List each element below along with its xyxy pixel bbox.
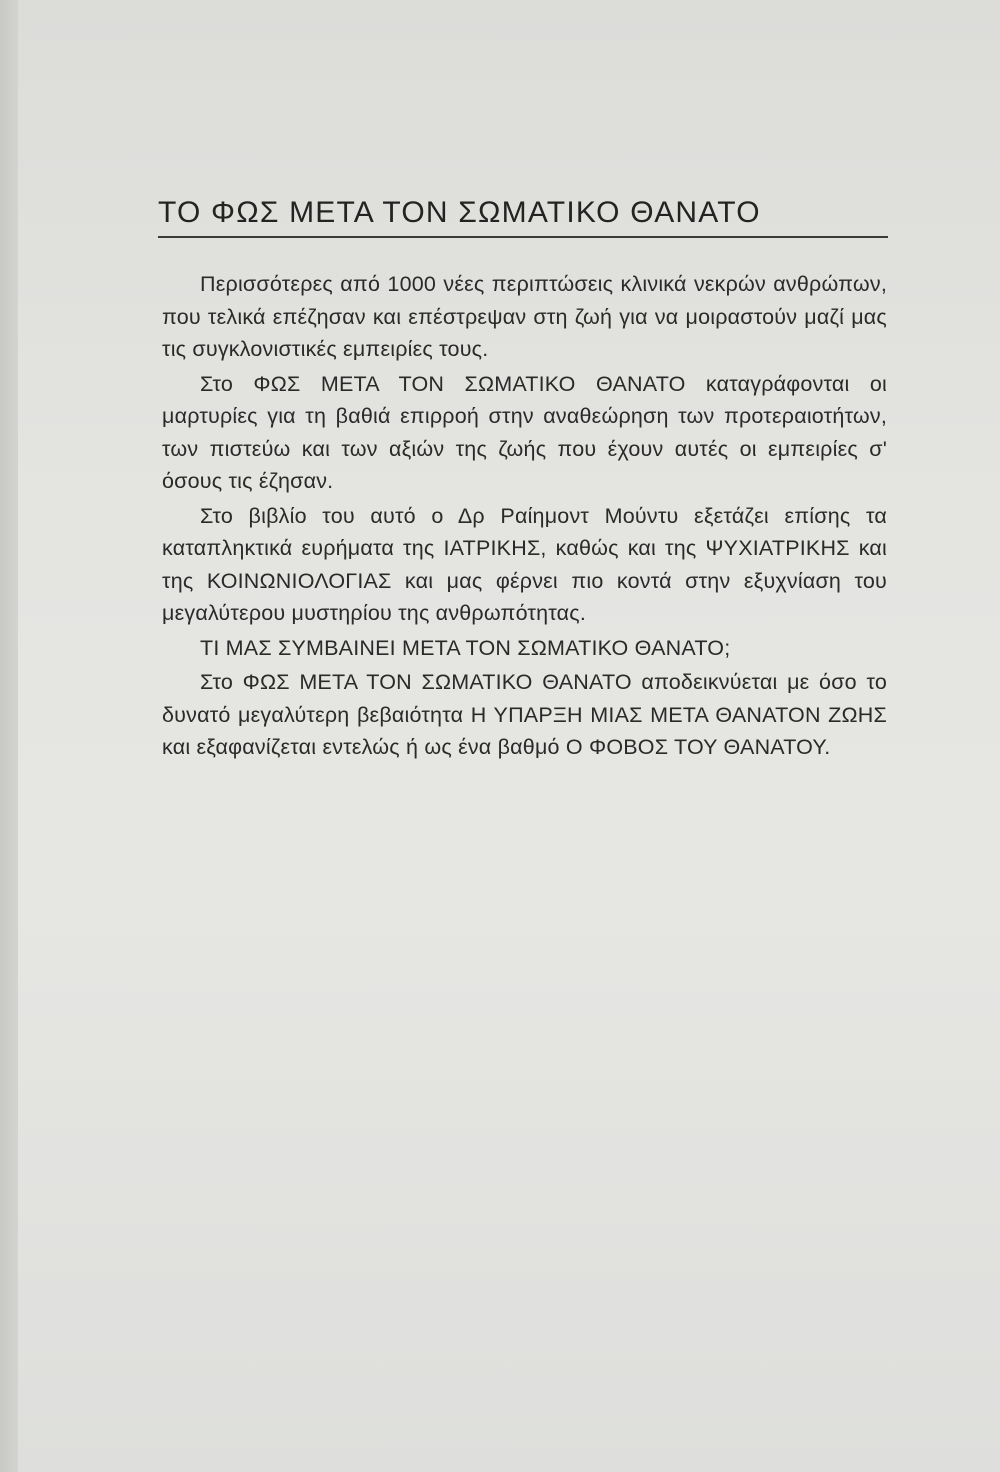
paragraph-conclusion: Στο ΦΩΣ ΜΕΤΑ ΤΟΝ ΣΩΜΑΤΙΚΟ ΘΑΝΑΤΟ αποδεικνύεται με όσο το δυνατό μεγαλύτερη βεβαιότητα Η ΥΠΑΡΞΗ ΜΙΑΣ ΜΕΤΑ ΘΑΝΑΤΟΝ ΖΩΗΣ και εξαφανίζεται εντελώς ή ως ένα βαθμό Ο ΦΟΒΟΣ ΤΟΥ ΘΑΝΑΤΟΥ. [162,670,887,759]
blurb-text [162,268,887,766]
paragraph-intro: Περισσότερες από 1000 νέες περιπτώσεις κλινικά νεκρών ανθρώπων, που τελικά επέζησαν και επέστρεψαν στη ζωή για να μοιραστούν μαζί μας τις συγκλονιστικές εμπειρίες τους. [162,272,887,361]
title-underline [158,236,888,238]
page-gutter-shadow [0,0,18,1472]
paragraph-question: ΤΙ ΜΑΣ ΣΥΜΒΑΙΝΕΙ ΜΕΤΑ ΤΟΝ ΣΩΜΑΤΙΚΟ ΘΑΝΑΤΟ; [200,635,731,660]
page-title: ΤΟ ΦΩΣ ΜΕΤΑ ΤΟΝ ΣΩΜΑΤΙΚΟ ΘΑΝΑΤΟ [158,196,761,229]
paragraph-findings: Στο βιβλίο του αυτό ο Δρ Ραίημοντ Μούντυ εξετάζει επίσης τα καταπληκτικά ευρήματα της ΙΑΤΡΙΚΗΣ, καθώς και της ΨΥΧΙΑΤΡΙΚΗΣ και της ΚΟΙΝΩΝΙΟΛΟΓΙΑΣ και μας φέρνει πιο κοντά στην εξυχνίαση του μεγαλύτερου μυστηρίου της ανθρωπότητας. [162,503,887,625]
paragraph-testimonies: Στο ΦΩΣ ΜΕΤΑ ΤΟΝ ΣΩΜΑΤΙΚΟ ΘΑΝΑΤΟ καταγράφονται οι μαρτυρίες για τη βαθιά επιρροή στην αναθεώρηση των προτεραιοτήτων, των πιστεύω και των αξιών της ζωής που έχουν αυτές οι εμπειρίες σ' όσους τις έζησαν. [162,371,887,493]
